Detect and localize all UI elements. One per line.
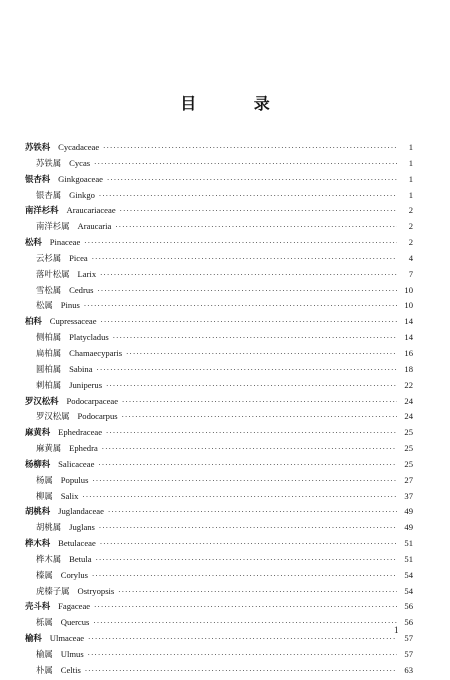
chinese-name: 南洋杉属 (36, 221, 70, 232)
chinese-name: 圆柏属 (36, 363, 62, 374)
page-number: 24 (404, 395, 413, 406)
chinese-name: 壳斗科 (25, 601, 51, 612)
chinese-name: 苏铁属 (36, 157, 62, 168)
page-number: 4 (408, 252, 413, 263)
latin-name: Podocarpaceae (66, 395, 119, 406)
page-number: 22 (404, 379, 413, 390)
latin-name: Sabina (69, 363, 93, 374)
toc-entry-family (25, 536, 413, 552)
chinese-name: 刺柏属 (36, 379, 62, 390)
dot-leader (92, 252, 397, 268)
page-number: 51 (404, 553, 413, 564)
dot-leader (103, 141, 397, 157)
latin-name: Salicaceae (58, 458, 95, 469)
page-number: 7 (408, 268, 413, 279)
page-number: 1 (408, 173, 413, 184)
latin-name: Podocarpus (77, 411, 118, 422)
chinese-name: 罗汉松科 (25, 395, 59, 406)
latin-name: Juglandaceae (58, 506, 104, 517)
page-number: 54 (404, 569, 413, 580)
toc-entry-family (25, 314, 413, 330)
chinese-name: 银杏属 (36, 189, 62, 200)
chinese-name: 松属 (36, 300, 53, 311)
chinese-name: 虎榛子属 (36, 585, 70, 596)
toc-entry-genus (25, 584, 413, 600)
page-number: 27 (404, 474, 413, 485)
chinese-name: 麻黄属 (36, 443, 62, 454)
dot-leader (102, 442, 397, 458)
page-number: 57 (404, 633, 413, 644)
page-title: 目 录 (180, 94, 296, 113)
chinese-name: 榛属 (36, 569, 53, 580)
chinese-name: 侧柏属 (36, 332, 62, 343)
toc-entry-family (25, 140, 413, 156)
latin-name: Chamaecyparis (69, 347, 123, 358)
toc-entry-family (25, 203, 413, 219)
page-number: 51 (404, 538, 413, 549)
chinese-name: 罗汉松属 (36, 411, 70, 422)
latin-name: Cupressaceae (49, 316, 97, 327)
dot-leader (100, 268, 397, 284)
toc-entry-genus (25, 219, 413, 235)
latin-name: Salix (60, 490, 79, 501)
chinese-name: 朴属 (36, 664, 53, 675)
dot-leader (88, 632, 397, 648)
latin-name: Juniperus (69, 379, 103, 390)
toc-entry-genus (25, 188, 413, 204)
latin-name: Betula (69, 553, 92, 564)
page-number: 10 (404, 300, 413, 311)
page-number: 54 (404, 585, 413, 596)
dot-leader (85, 664, 397, 680)
toc-entry-genus (25, 362, 413, 378)
dot-leader (108, 505, 397, 521)
page-number: 56 (404, 601, 413, 612)
toc-entry-family (25, 599, 413, 615)
latin-name: Pinus (60, 300, 80, 311)
latin-name: Ephedra (69, 443, 98, 454)
chinese-name: 雪松属 (36, 284, 62, 295)
dot-leader (98, 458, 397, 474)
latin-name: Araucaria (77, 221, 112, 232)
toc-entry-genus (25, 378, 413, 394)
page-number: 14 (404, 332, 413, 343)
latin-name: Picea (69, 252, 88, 263)
dot-leader (122, 410, 397, 426)
latin-name: Betulaceae (58, 538, 96, 549)
dot-leader (88, 648, 397, 664)
latin-name: Ulmaceae (49, 633, 85, 644)
dot-leader (92, 569, 397, 585)
latin-name: Populus (60, 474, 89, 485)
dot-leader (99, 521, 397, 537)
chinese-name: 杨属 (36, 474, 53, 485)
dot-leader (100, 537, 397, 553)
toc-entry-genus (25, 267, 413, 283)
latin-name: Cycadaceae (58, 142, 100, 152)
page-number: 63 (404, 664, 413, 675)
toc-entry-genus (25, 441, 413, 457)
latin-name: Ulmus (60, 649, 84, 659)
latin-name: Cycas (69, 157, 91, 168)
toc-entry-family (25, 394, 413, 410)
chinese-name: 落叶松属 (36, 268, 70, 279)
toc-entry-genus (25, 552, 413, 568)
page-number: 49 (404, 506, 413, 517)
chinese-name: 胡桃属 (36, 522, 62, 533)
dot-leader (107, 173, 397, 189)
dot-leader (84, 299, 397, 315)
dot-leader (94, 157, 397, 173)
page-number: 1 (408, 142, 413, 152)
page-number: 56 (404, 617, 413, 628)
toc-entry-genus (25, 346, 413, 362)
toc-entry-genus (25, 647, 413, 663)
dot-leader (101, 315, 397, 331)
dot-leader (113, 331, 397, 347)
chinese-name: 桦木科 (25, 538, 51, 549)
chinese-name: 银杏科 (25, 173, 51, 184)
toc-entry-genus (25, 663, 413, 679)
chinese-name: 榆属 (36, 649, 53, 659)
chinese-name: 柏科 (25, 316, 42, 327)
page-number: 18 (404, 363, 413, 374)
page-number: 25 (404, 427, 413, 438)
dot-leader (94, 600, 397, 616)
latin-name: Larix (77, 268, 97, 279)
dot-leader (120, 204, 397, 220)
chinese-name: 桦木属 (36, 553, 62, 564)
dot-leader (96, 553, 397, 569)
latin-name: Platycladus (69, 332, 109, 343)
dot-leader (122, 395, 397, 411)
latin-name: Celtis (60, 664, 81, 675)
page-number: 1 (408, 189, 413, 200)
footer-page-number: 1 (394, 625, 399, 635)
page-number: 37 (404, 490, 413, 501)
page-number: 2 (408, 237, 413, 248)
page-number: 49 (404, 522, 413, 533)
toc-entry-genus (25, 568, 413, 584)
dot-leader (97, 363, 397, 379)
toc-entry-genus (25, 251, 413, 267)
toc-entry-genus (25, 298, 413, 314)
dot-leader (126, 347, 397, 363)
page-number: 57 (404, 649, 413, 659)
dot-leader (97, 284, 397, 300)
page-number: 25 (404, 458, 413, 469)
page-number: 2 (408, 205, 413, 216)
page-number: 10 (404, 284, 413, 295)
table-of-contents (25, 140, 413, 679)
latin-name: Quercus (60, 617, 90, 628)
page-number: 14 (404, 316, 413, 327)
chinese-name: 南洋杉科 (25, 205, 59, 216)
dot-leader (92, 474, 397, 490)
chinese-name: 扁柏属 (36, 347, 62, 358)
toc-entry-family (25, 425, 413, 441)
dot-leader (106, 379, 397, 395)
latin-name: Ostryopsis (77, 585, 115, 596)
latin-name: Pinaceae (49, 237, 81, 248)
toc-entry-family (25, 457, 413, 473)
toc-entry-genus (25, 473, 413, 489)
page-number: 1 (408, 157, 413, 168)
dot-leader (115, 220, 397, 236)
page-number: 25 (404, 443, 413, 454)
latin-name: Araucariaceae (66, 205, 116, 216)
toc-entry-family (25, 504, 413, 520)
dot-leader (99, 189, 397, 205)
toc-entry-genus (25, 409, 413, 425)
chinese-name: 苏铁科 (25, 142, 51, 152)
toc-entry-genus (25, 520, 413, 536)
latin-name: Fagaceae (58, 601, 91, 612)
chinese-name: 麻黄科 (25, 427, 51, 438)
chinese-name: 榆科 (25, 633, 42, 644)
chinese-name: 云杉属 (36, 252, 62, 263)
dot-leader (84, 236, 397, 252)
chinese-name: 栎属 (36, 617, 53, 628)
toc-entry-family (25, 631, 413, 647)
toc-entry-family (25, 235, 413, 251)
dot-leader (93, 616, 397, 632)
toc-entry-genus (25, 330, 413, 346)
latin-name: Juglans (69, 522, 95, 533)
latin-name: Ginkgo (69, 189, 95, 200)
toc-entry-family (25, 172, 413, 188)
page-number: 2 (408, 221, 413, 232)
toc-entry-genus (25, 283, 413, 299)
toc-entry-genus (25, 615, 413, 631)
latin-name: Ephedraceae (58, 427, 103, 438)
latin-name: Cedrus (69, 284, 94, 295)
page-number: 16 (404, 347, 413, 358)
chinese-name: 杨柳科 (25, 458, 51, 469)
page-number: 24 (404, 411, 413, 422)
dot-leader (106, 426, 397, 442)
toc-entry-genus (25, 156, 413, 172)
chinese-name: 胡桃科 (25, 506, 51, 517)
dot-leader (82, 490, 397, 506)
chinese-name: 柳属 (36, 490, 53, 501)
latin-name: Corylus (60, 569, 88, 580)
latin-name: Ginkgoaceae (58, 173, 103, 184)
dot-leader (118, 585, 397, 601)
toc-entry-genus (25, 489, 413, 505)
chinese-name: 松科 (25, 237, 42, 248)
